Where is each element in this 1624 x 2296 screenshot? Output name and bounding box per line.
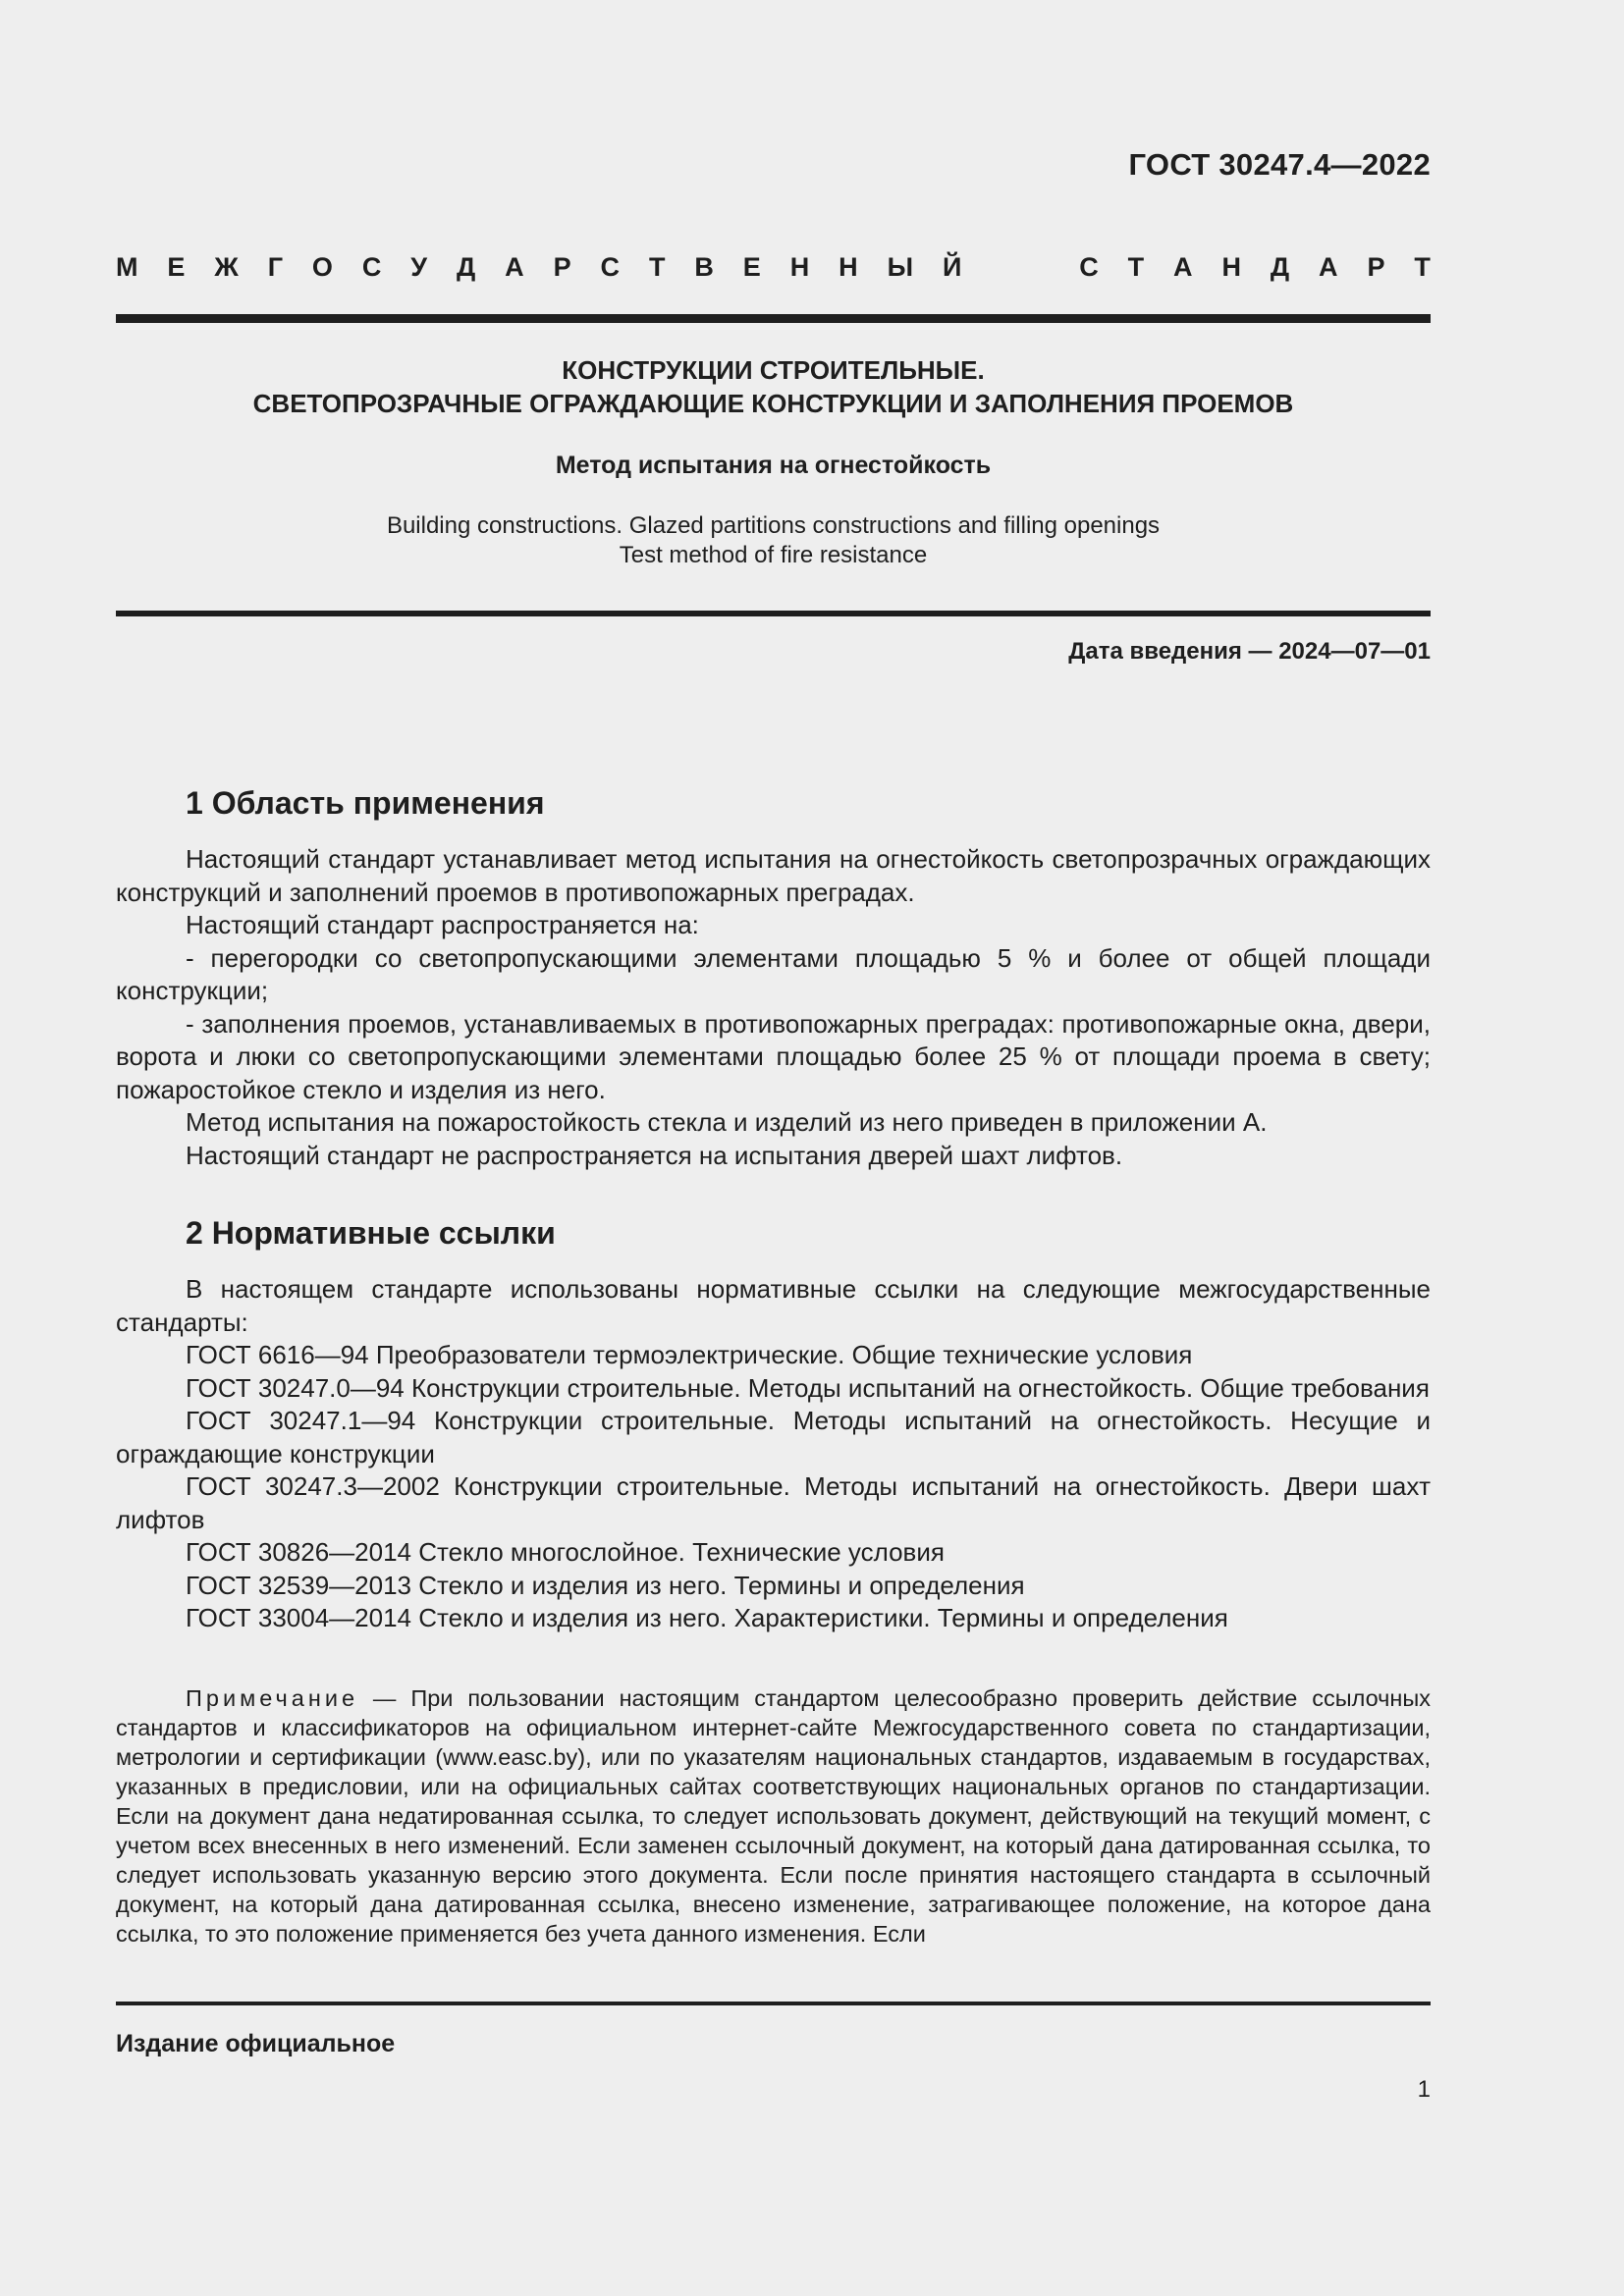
banner-word-gap [991,252,1050,283]
reference-item: ГОСТ 6616—94 Преобразователи термоэлектрические. Общие технические условия [186,1340,1193,1369]
reference-item: ГОСТ 33004—2014 Стекло и изделия из него. Характеристики. Термины и определения [186,1603,1228,1632]
banner-letter: А [1319,252,1338,282]
document-code: ГОСТ 30247.4—2022 [1128,147,1431,182]
english-title-line-1: Building constructions. Glazed partitions constructions and filling openings [386,512,1161,539]
paragraph: Метод испытания на пожаростойкость стекла и изделий из него приведен в приложении А. [186,1107,1268,1137]
document-page [116,0,1431,2296]
russian-title-line-2: СВЕТОПРОЗРАЧНЫЕ ОГРАЖДАЮЩИЕ КОНСТРУКЦИИ И ЗАПОЛНЕНИЯ ПРОЕМОВ [252,389,1294,418]
paragraph: Настоящий стандарт распространяется на: [186,910,699,939]
banner-letter: Д [457,252,476,282]
banner-letter: Й [942,252,962,282]
banner-letter: С [1079,252,1099,282]
banner-letter: Е [167,252,186,282]
banner-letter: Н [789,252,810,282]
banner-letter: В [694,252,714,282]
banner-letter: А [505,252,524,282]
official-edition-label: Издание официальное [116,2030,396,2057]
list-item: - заполнения проемов, устанавливаемых в противопожарных преградах: противопожарные окна, двери, ворота и люки со светопропускающими элементами площадью более 25 % от площади проема в свету; пожаростойкое стекло и изделия из него. [116,1008,1431,1104]
paragraph: В настоящем стандарте использованы нормативные ссылки на следующие межгосударственные стандарты: [116,1274,1431,1337]
title-divider [116,611,1431,616]
note-block [116,1683,1431,1949]
banner-letter: Е [742,252,761,282]
banner-letter: Р [553,252,571,282]
section-normative-references [116,1215,1431,1635]
standard-type-banner [116,252,1431,283]
banner-letter: С [600,252,621,282]
banner-letter: У [410,252,428,282]
reference-item: ГОСТ 32539—2013 Стекло и изделия из него. Термины и определения [186,1570,1025,1600]
top-divider [116,314,1431,323]
reference-item: ГОСТ 30247.1—94 Конструкции строительные. Методы испытаний на огнестойкость. Несущие и ограждающие конструкции [116,1406,1431,1468]
note-text: — При пользовании настоящим стандартом целесообразно проверить действие ссылочных стандартов и классификаторов на официальном интернет-сайте Межгосударственного совета по стандартизации, метрологии и сертификации (www.easc.by), или по указателям национальных стандартов, издаваемым в государствах, указанных в предисловии, или на официальных сайтах соответствующих национальных органов по стандартизации. Если на документ дана недатированная ссылка, то следует использовать документ, действующий на текущий момент, с учетом всех внесенных в него изменений. Если заменен ссылочный документ, на который дана датированная ссылка, то следует использовать указанную версию этого документа. Если после принятия настоящего стандарта в ссылочный документ, на который дана датированная ссылка, внесено изменение, затрагивающее положение, на которое дана ссылка, то это положение применяется без учета данного изменения. Если [116,1685,1431,1947]
section-body [116,843,1431,1172]
banner-letter: Г [267,252,283,282]
banner-letter: Ж [214,252,239,282]
banner-letter: Р [1367,252,1385,282]
section-heading: 1 Область применения [186,785,545,821]
banner-letter: Ы [887,252,914,282]
paragraph: Настоящий стандарт устанавливает метод испытания на огнестойкость светопрозрачных ограждающих конструкций и заполнений проемов в противопожарных преградах. [116,844,1431,907]
introduction-date: Дата введения — 2024—07—01 [1068,638,1431,665]
banner-letter: Д [1270,252,1290,282]
reference-item: ГОСТ 30247.3—2002 Конструкции строительные. Методы испытаний на огнестойкость. Двери шахт лифтов [116,1471,1431,1534]
reference-item: ГОСТ 30247.0—94 Конструкции строительные. Методы испытаний на огнестойкость. Общие требования [186,1372,1430,1403]
reference-item: ГОСТ 30826—2014 Стекло многослойное. Технические условия [186,1537,945,1567]
banner-letter: С [361,252,382,282]
english-title [116,511,1431,570]
section-heading: 2 Нормативные ссылки [186,1215,556,1251]
banner-letter: Н [839,252,858,282]
section-scope [116,785,1431,1172]
section-body [116,1273,1431,1635]
russian-title-line-1: КОНСТРУКЦИИ СТРОИТЕЛЬНЫЕ. [562,355,985,385]
list-item: - перегородки со светопропускающими элементами площадью 5 % и более от общей площади конструкции; [116,942,1431,1005]
banner-letter: Т [1414,252,1431,282]
footer-divider [116,2002,1431,2005]
russian-subtitle: Метод испытания на огнестойкость [555,452,992,479]
english-title-line-2: Test method of fire resistance [619,542,928,568]
banner-letter: Т [1127,252,1145,282]
banner-letter: О [311,252,333,282]
banner-letter: Т [648,252,666,282]
paragraph: Настоящий стандарт не распространяется на испытания дверей шахт лифтов. [186,1140,1123,1170]
banner-letter: А [1173,252,1193,282]
russian-title [116,353,1431,420]
page-number: 1 [1417,2076,1431,2103]
note-label: Примечание [186,1685,359,1711]
banner-letter: М [116,252,138,282]
banner-letter: Н [1221,252,1241,282]
